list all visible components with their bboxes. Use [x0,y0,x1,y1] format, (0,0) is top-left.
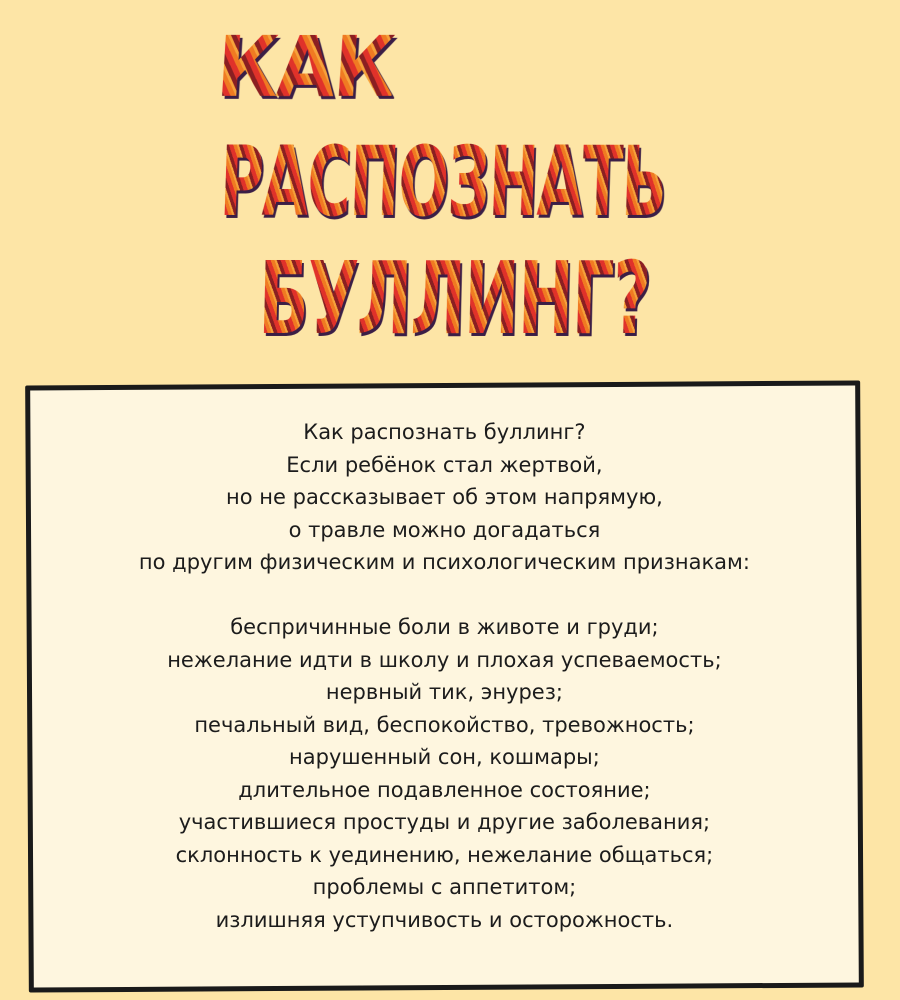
info-card-text [32,416,857,936]
sign-item: беспричинные боли в животе и груди; [230,615,659,640]
sign-item: нежелание идти в школу и плохая успеваемость; [167,647,722,672]
title-line-3: БУЛЛИНГ? [257,240,652,357]
sign-item: нервный тик, энурез; [325,680,563,705]
title-line-1: КАК [213,18,397,116]
sign-item: нарушенный сон, кошмары; [289,745,600,770]
sign-item: излишняя уступчивость и осторожность. [215,907,674,932]
sign-item: склонность к уединению, нежелание общаться; [175,842,714,867]
intro-line: о травле можно догадаться [288,517,601,542]
title-lettering [200,8,720,368]
intro-line: по другим физическим и психологическим признакам: [138,550,750,575]
intro-line: Если ребёнок стал жертвой, [286,452,603,477]
sign-item: участившиеся простуды и другие заболевания; [178,810,711,835]
title-line-2: РАСПОЗНАТЬ [218,126,668,238]
sign-item: проблемы с аппетитом; [312,875,577,900]
sign-item: печальный вид, беспокойство, тревожность; [194,712,695,737]
intro-line: но не рассказывает об этом напрямую, [226,485,663,510]
sign-item: длительное подавленное состояние; [238,777,651,802]
intro-line: Как распознать буллинг? [303,420,586,445]
info-card [25,380,864,992]
paragraph-gap [32,579,857,612]
